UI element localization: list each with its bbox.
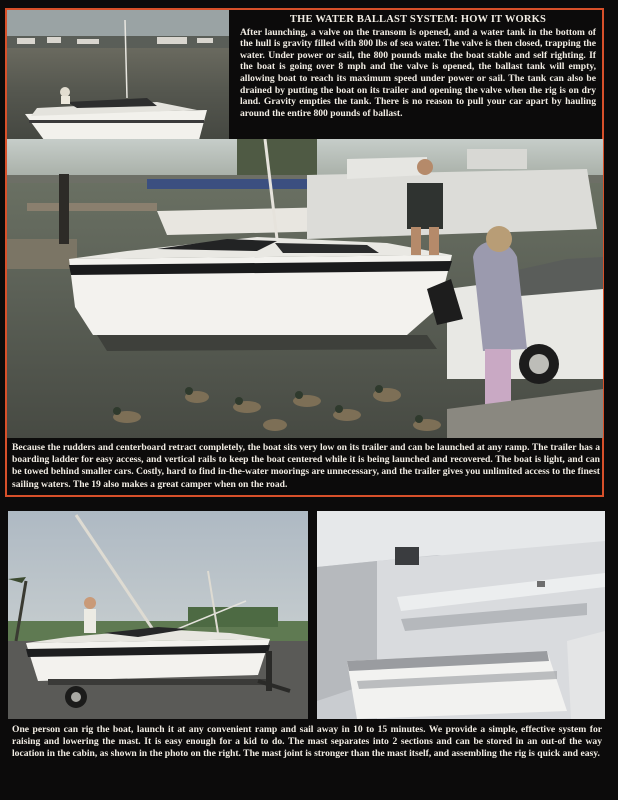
- photo-boat-on-trailer: [8, 511, 308, 719]
- photo-cabin-interior: [317, 511, 605, 719]
- ballast-title: THE WATER BALLAST SYSTEM: HOW IT WORKS: [289, 14, 547, 25]
- ballast-system-textbox: [232, 10, 602, 138]
- ballast-body: After launching, a valve on the transom is opened, and a water tank in the bottom of the hull is gravity filled with 800 lbs of sea water. The valve is then closed, trapping the water. Under power or sail, the 800 pounds make the boat stable and self righting. If the boat is going over 8 mph and the valve is opened, the ballast tank will empty, allowing boat to reach its maximum speed under power or sail. The tank can also be drained by putting the boat on its trailer and opening the valve when the rig is on dry land. Gravity empties the tank. There is no reason to pull your car apart by hauling around the entire 800 pounds of ballast.: [240, 26, 596, 119]
- launch-caption: Because the rudders and centerboard retract completely, the boat sits very low on its trailer and can be launched at any ramp. The trailer has a boarding ladder for easy access, and vertical rails to keep the boat centered while it is being launched and recovered. The boat is light, and can be towed behind smaller cars. Costly, hard to find in-the-water moorings are unnecessary, and the trailer gives you unlimited access to the finest sailing waters. The 19 also makes a great camper when on the road.: [12, 442, 600, 490]
- photo-boat-launch-at-ramp: [7, 139, 603, 438]
- rigging-caption: One person can rig the boat, launch it at any convenient ramp and sail away in 10 to 15 minutes. We provide a simple, effective system for raising and lowering the mast. It is easy enough for a kid to do. The mast separates into 2 sections and can be stored in an out-of the way location in the cabin, as shown in the photo on the right. The mast joint is stronger than the mast itself, and assembling the rig is quick and easy.: [12, 724, 602, 760]
